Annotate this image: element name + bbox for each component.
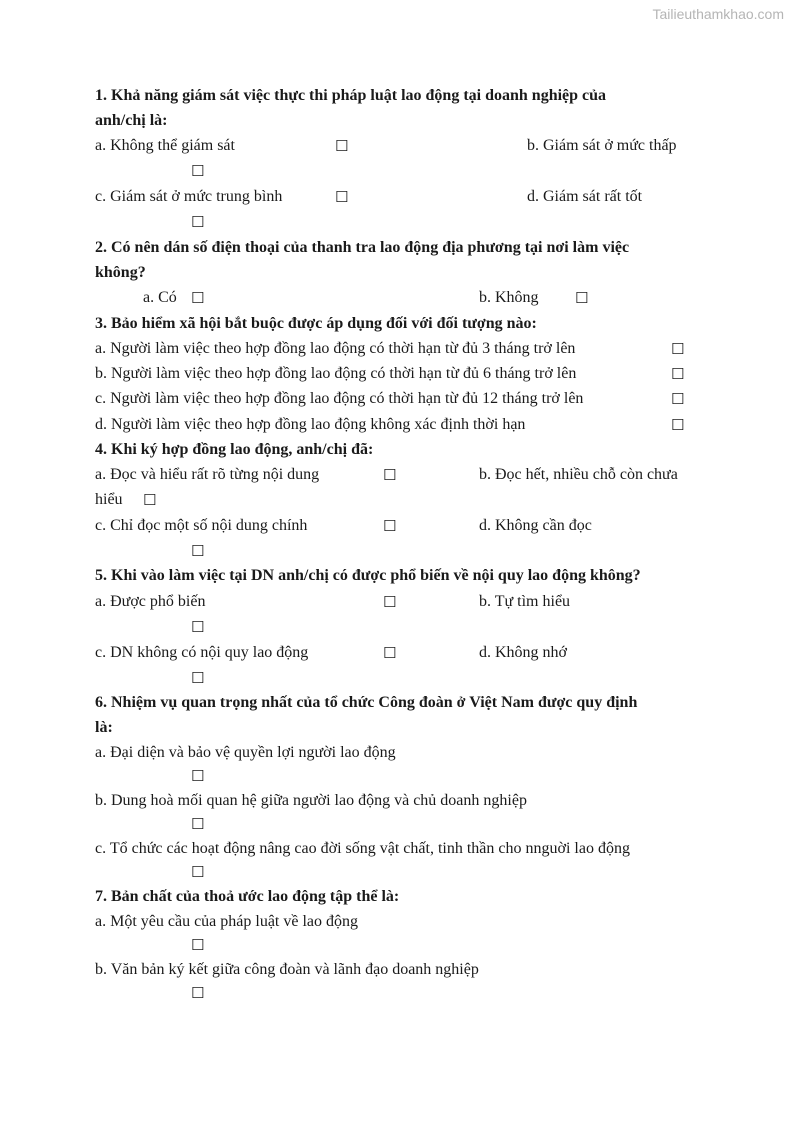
q7-option-a: a. Một yêu cầu của pháp luật về lao động xyxy=(95,913,359,930)
q3-option-a: a. Người làm việc theo hợp đồng lao động có thời hạn từ đủ 3 tháng trở lên xyxy=(95,340,576,357)
q6-option-c-checkbox[interactable]: ☐ xyxy=(191,863,205,881)
q5-option-c-checkbox[interactable]: ☐ xyxy=(383,644,397,662)
q2-option-a: a. Có xyxy=(143,289,177,306)
q5-option-b-checkbox[interactable]: ☐ xyxy=(191,618,205,636)
q4-option-c-checkbox[interactable]: ☐ xyxy=(383,517,397,535)
q5-option-d: d. Không nhớ xyxy=(479,644,568,661)
q2-option-a-checkbox[interactable]: ☐ xyxy=(191,289,205,307)
q3-option-c: c. Người làm việc theo hợp đồng lao động có thời hạn từ đủ 12 tháng trở lên xyxy=(95,390,584,407)
question-4-title: 4. Khi ký hợp đồng lao động, anh/chị đã: xyxy=(95,441,374,458)
q4-option-b: b. Đọc hết, nhiều chỗ còn chưa xyxy=(479,466,678,483)
q1-option-c-checkbox[interactable]: ☐ xyxy=(335,188,349,206)
q6-option-c: c. Tổ chức các hoạt động nâng cao đời sống vật chất, tinh thần cho nnguời lao động xyxy=(95,840,630,857)
q1-option-c: c. Giám sát ở mức trung bình xyxy=(95,188,283,205)
q5-option-b: b. Tự tìm hiểu xyxy=(479,593,571,610)
q4-option-a-checkbox[interactable]: ☐ xyxy=(383,466,397,484)
q7-option-b-checkbox[interactable]: ☐ xyxy=(191,984,205,1002)
q1-option-b: b. Giám sát ở mức thấp xyxy=(527,137,677,154)
q4-option-d-checkbox[interactable]: ☐ xyxy=(191,542,205,560)
q4-option-a: a. Đọc và hiểu rất rõ từng nội dung xyxy=(95,466,320,483)
question-5-title: 5. Khi vào làm việc tại DN anh/chị có được phổ biến về nội quy lao động không? xyxy=(95,567,641,584)
q2-option-b-checkbox[interactable]: ☐ xyxy=(575,289,589,307)
question-1-title: 1. Khả năng giám sát việc thực thi pháp luật lao động tại doanh nghiệp của xyxy=(95,87,607,104)
q6-option-b: b. Dung hoà mối quan hệ giữa người lao động và chủ doanh nghiệp xyxy=(95,792,527,809)
q4-option-c: c. Chỉ đọc một số nội dung chính xyxy=(95,517,308,534)
question-1-title-cont: anh/chị là: xyxy=(95,112,168,129)
watermark: Tailieuthamkhao.com xyxy=(652,6,784,22)
question-7-title: 7. Bản chất của thoả ước lao động tập thể là: xyxy=(95,888,400,905)
q4-option-b-cont: hiểu xyxy=(95,491,123,508)
q6-option-a: a. Đại diện và bảo vệ quyền lợi người lao động xyxy=(95,744,396,761)
q5-option-c: c. DN không có nội quy lao động xyxy=(95,644,309,661)
q1-option-d: d. Giám sát rất tốt xyxy=(527,188,643,205)
q4-option-d: d. Không cần đọc xyxy=(479,517,592,534)
q6-option-a-checkbox[interactable]: ☐ xyxy=(191,767,205,785)
q7-option-a-checkbox[interactable]: ☐ xyxy=(191,936,205,954)
question-2-title-cont: không? xyxy=(95,264,146,281)
q5-option-d-checkbox[interactable]: ☐ xyxy=(191,669,205,687)
q3-option-b-checkbox[interactable]: ☐ xyxy=(671,365,685,383)
question-6-title: 6. Nhiệm vụ quan trọng nhất của tổ chức Công đoàn ở Việt Nam được quy định xyxy=(95,694,638,711)
q3-option-a-checkbox[interactable]: ☐ xyxy=(671,340,685,358)
q1-option-a: a. Không thể giám sát xyxy=(95,137,235,154)
q7-option-b: b. Văn bản ký kết giữa công đoàn và lãnh đạo doanh nghiệp xyxy=(95,961,479,978)
question-3-title: 3. Bảo hiểm xã hội bắt buộc được áp dụng đối với đối tượng nào: xyxy=(95,315,537,332)
q1-option-d-checkbox[interactable]: ☐ xyxy=(191,213,205,231)
q5-option-a-checkbox[interactable]: ☐ xyxy=(383,593,397,611)
q4-option-b-checkbox[interactable]: ☐ xyxy=(143,491,157,509)
question-6-title-cont: là: xyxy=(95,719,113,736)
q6-option-b-checkbox[interactable]: ☐ xyxy=(191,815,205,833)
q2-option-b: b. Không xyxy=(479,289,539,306)
q1-option-b-checkbox[interactable]: ☐ xyxy=(191,162,205,180)
q5-option-a: a. Được phổ biến xyxy=(95,593,206,610)
q3-option-b: b. Người làm việc theo hợp đồng lao động có thời hạn từ đủ 6 tháng trở lên xyxy=(95,365,577,382)
question-2-title: 2. Có nên dán số điện thoại của thanh tra lao động địa phương tại nơi làm việc xyxy=(95,239,630,256)
q3-option-c-checkbox[interactable]: ☐ xyxy=(671,390,685,408)
q3-option-d-checkbox[interactable]: ☐ xyxy=(671,416,685,434)
q1-option-a-checkbox[interactable]: ☐ xyxy=(335,137,349,155)
q3-option-d: d. Người làm việc theo hợp đồng lao động không xác định thời hạn xyxy=(95,416,526,433)
